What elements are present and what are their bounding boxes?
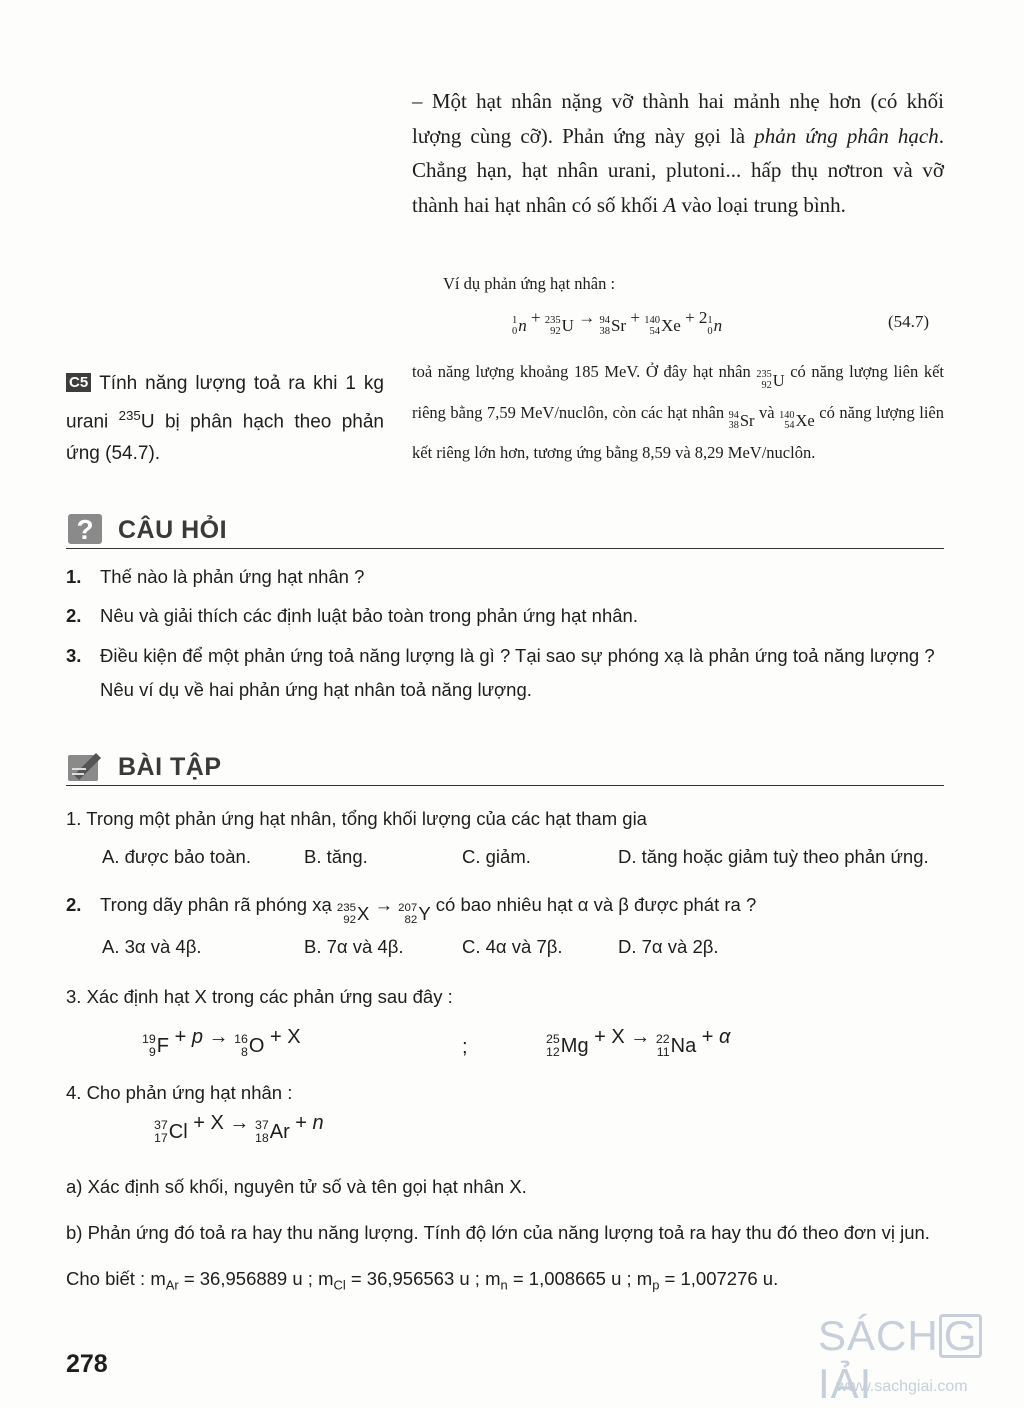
svg-text:?: ? bbox=[76, 514, 94, 545]
exercise-2-option-c: C. 4α và 7β. bbox=[462, 936, 563, 957]
question-3: 3. Điều kiện để một phản ứng toả năng lượng là gì ? Tại sao sự phóng xạ là phản ứng toả năng lượng ? Nêu ví dụ về hai phản ứng hạt nhân toả năng lượng. bbox=[66, 645, 935, 700]
exercise-4a: a) Xác định số khối, nguyên tử số và tên gọi hạt nhân X. bbox=[66, 1176, 527, 1197]
equation-54-7: 1 0 n + 235 92 U → 94 38 Sr + 140 54 Xe + 2 1 0 n bbox=[512, 308, 723, 338]
question-1: 1. Thế nào là phản ứng hạt nhân ? bbox=[66, 566, 365, 587]
section-bai-tap-header bbox=[66, 745, 944, 786]
exercise-3: 3. Xác định hạt X trong các phản ứng sau đây : bbox=[66, 986, 453, 1007]
energy-paragraph: toả năng lượng khoảng 185 MeV. Ở đây hạt nhân 235 92 U có năng lượng liên kết riêng bằng 7,59 MeV/nuclôn, còn các hạt nhân 94 38 Sr và 140 54 Xe có năng lượng liên kết riêng lớn hơn, tương ứng bằng 8,59 và 8,29 MeV/nuclôn. bbox=[412, 362, 945, 463]
section-cau-hoi-header bbox=[66, 508, 944, 549]
exercise-2-option-d: D. 7α và 2β. bbox=[618, 936, 719, 957]
question-mark-icon bbox=[66, 512, 104, 546]
section-title: BÀI TẬP bbox=[118, 753, 222, 781]
question-2: 2. Nêu và giải thích các định luật bảo toàn trong phản ứng hạt nhân. bbox=[66, 605, 638, 626]
exercise-2: 2. Trong dãy phân rã phóng xạ 235 92 X → 207 82 Y có bao nhiêu hạt α và β được phát ra ? bbox=[66, 894, 757, 927]
exercise-1-option-d: D. tăng hoặc giảm tuỳ theo phản ứng. bbox=[618, 846, 929, 867]
reaction-fluorine: 19 9 F + p → 16 8 O + X bbox=[142, 1026, 301, 1060]
section-title: CÂU HỎI bbox=[118, 516, 228, 544]
exercise-4: 4. Cho phản ứng hạt nhân : bbox=[66, 1082, 293, 1103]
exercise-2-option-a: A. 3α và 4β. bbox=[102, 936, 202, 957]
equation-number: (54.7) bbox=[888, 312, 930, 331]
exercise-1: 1. Trong một phản ứng hạt nhân, tổng khối lượng của các hạt tham gia bbox=[66, 808, 647, 829]
exercise-1-option-c: C. giảm. bbox=[462, 846, 531, 867]
reaction-chlorine: 37 17 Cl + X → 37 18 Ar + n bbox=[154, 1112, 324, 1146]
pencil-book-icon bbox=[66, 749, 104, 783]
exercise-1-option-a: A. được bảo toàn. bbox=[102, 846, 251, 867]
intro-paragraph: – Một hạt nhân nặng vỡ thành hai mảnh nhẹ hơn (có khối lượng cùng cỡ). Phản ứng này gọi là phản ứng phân hạch. Chẳng hạn, hạt nhân urani, plutoni... hấp thụ nơtron và vỡ thành hai hạt nhân có số khối A vào loại trung bình. bbox=[412, 89, 944, 217]
reaction-separator: ; bbox=[462, 1036, 468, 1058]
watermark-url: www.sachgiai.com bbox=[836, 1378, 968, 1395]
c5-badge: C5 bbox=[66, 373, 91, 392]
exercise-2-option-b: B. 7α và 4β. bbox=[304, 936, 404, 957]
sachgiai-watermark: SÁCH GIẢI bbox=[818, 1312, 1024, 1408]
exercise-1-option-b: B. tăng. bbox=[304, 846, 368, 867]
page-number: 278 bbox=[66, 1350, 108, 1378]
reaction-magnesium: 25 12 Mg + X → 22 11 Na + α bbox=[546, 1026, 731, 1060]
given-masses: Cho biết : $m_{Ar} = 36,956889$ u ; $m_{Cl} = 36,956563$ u ; $m_n = 1,008665$ u ; $m_p = 1,007276$ u. bbox=[66, 1268, 779, 1293]
example-label: Ví dụ phản ứng hạt nhân : bbox=[443, 274, 616, 293]
c5-question: C5 Tính năng lượng toả ra khi 1 kg urani $^{235}$U bị phân hạch theo phản ứng (54.7). bbox=[66, 373, 384, 465]
term-phan-hach: phản ứng phân hạch bbox=[754, 123, 939, 148]
exercise-4b: b) Phản ứng đó toả ra hay thu năng lượng. Tính độ lớn của năng lượng toả ra hay thu đó theo đơn vị jun. bbox=[66, 1222, 930, 1243]
